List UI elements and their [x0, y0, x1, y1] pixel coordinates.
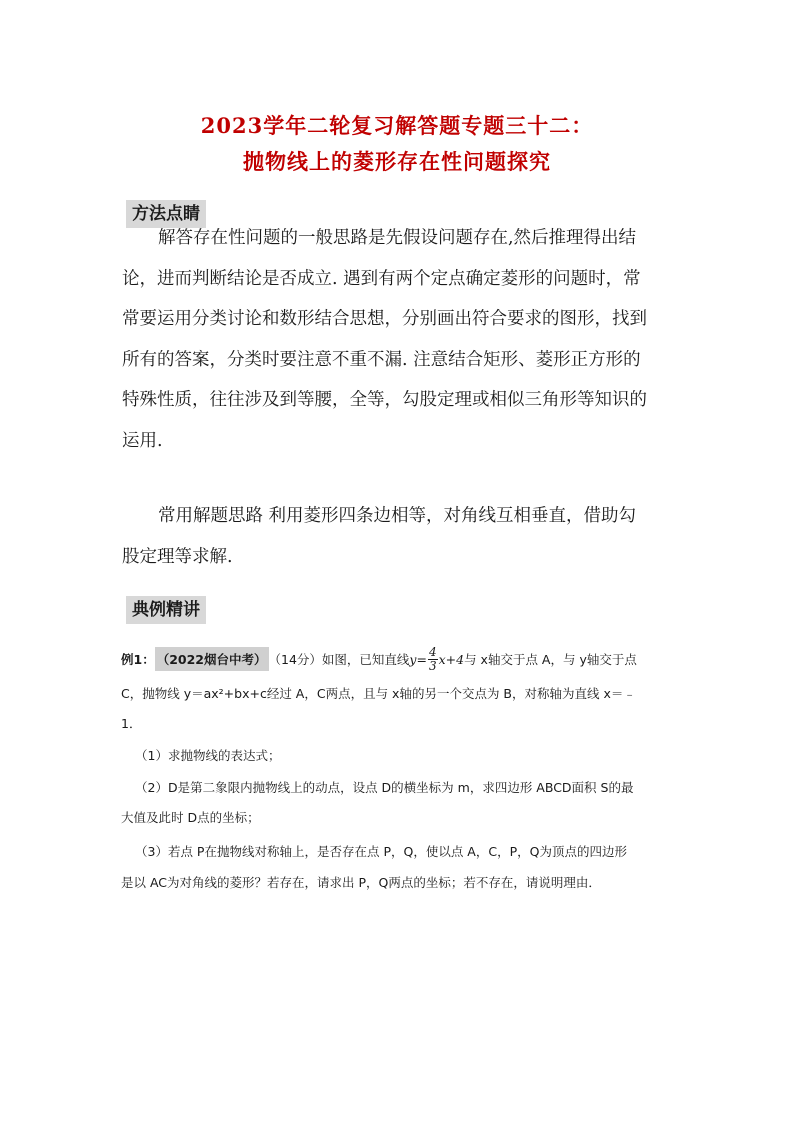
- paragraph-line: 所有的答案，分类时要注意不重不漏. 注意结合矩形、菱形正方形的: [122, 349, 641, 370]
- example-line-3: 1．: [121, 716, 142, 731]
- question-2-line-1: （2）D是第二象限内抛物线上的动点，设点 D的横坐标为 m，求四边形 ABCD面积 S的最: [135, 780, 634, 795]
- example-line-1: [121, 642, 681, 676]
- example-line-1-rest: 与 x轴交于点 A，与 y轴交于点: [464, 652, 637, 667]
- paragraph-line: 运用.: [122, 430, 163, 451]
- paragraph-line: 常要运用分类讨论和数形结合思想，分别画出符合要求的图形，找到: [122, 309, 647, 329]
- paragraph-line: 特殊性质，往往涉及到等腰，全等，勾股定理或相似三角形等知识的: [122, 390, 647, 410]
- paragraph-line: 常用解题思路 利用菱形四条边相等，对角线互相垂直，借助勾: [158, 506, 637, 526]
- equation-prefix: y=: [409, 651, 427, 667]
- method-paragraph-2: [122, 496, 682, 577]
- section-heading-method: 方法点睛: [126, 200, 206, 228]
- title-line-1: 2023学年二轮复习解答题专题三十二：: [200, 113, 594, 138]
- example-line-2: C，抛物线 y＝ax²+bx+c经过 A，C两点，且与 x轴的另一个交点为 B，对称轴为直线 x＝﹣: [121, 686, 636, 701]
- fraction: [428, 646, 438, 673]
- example-label: 例1：: [121, 652, 155, 667]
- question-3-line-1: （3）若点 P在抛物线对称轴上，是否存在点 P，Q，使以点 A，C，P，Q为顶点的四边形: [135, 844, 627, 859]
- fraction-numerator: 4: [428, 644, 437, 659]
- question-3-line-2: 是以 AC为对角线的菱形？若存在，请求出 P，Q两点的坐标；若不存在，请说明理由．: [121, 875, 601, 890]
- method-paragraph-1: [122, 218, 682, 461]
- paragraph-line: 股定理等求解.: [122, 546, 233, 567]
- paragraph-line: 解答存在性问题的一般思路是先假设问题存在,然后推理得出结: [158, 228, 637, 248]
- example-points: （14分）如图，已知直线: [268, 652, 410, 667]
- fraction-denominator: 3: [428, 658, 437, 673]
- paragraph-line: 论，进而判断结论是否成立. 遇到有两个定点确定菱形的问题时，常: [122, 268, 641, 289]
- question-2-line-2: 大值及此时 D点的坐标；: [121, 810, 260, 825]
- question-1: （1）求抛物线的表达式；: [135, 748, 281, 763]
- title-line-2: 抛物线上的菱形存在性问题探究: [243, 149, 551, 174]
- section-heading-examples: 典例精讲: [126, 596, 206, 624]
- example-source: （2022烟台中考）: [155, 647, 269, 671]
- equation-suffix: x+4: [438, 651, 465, 667]
